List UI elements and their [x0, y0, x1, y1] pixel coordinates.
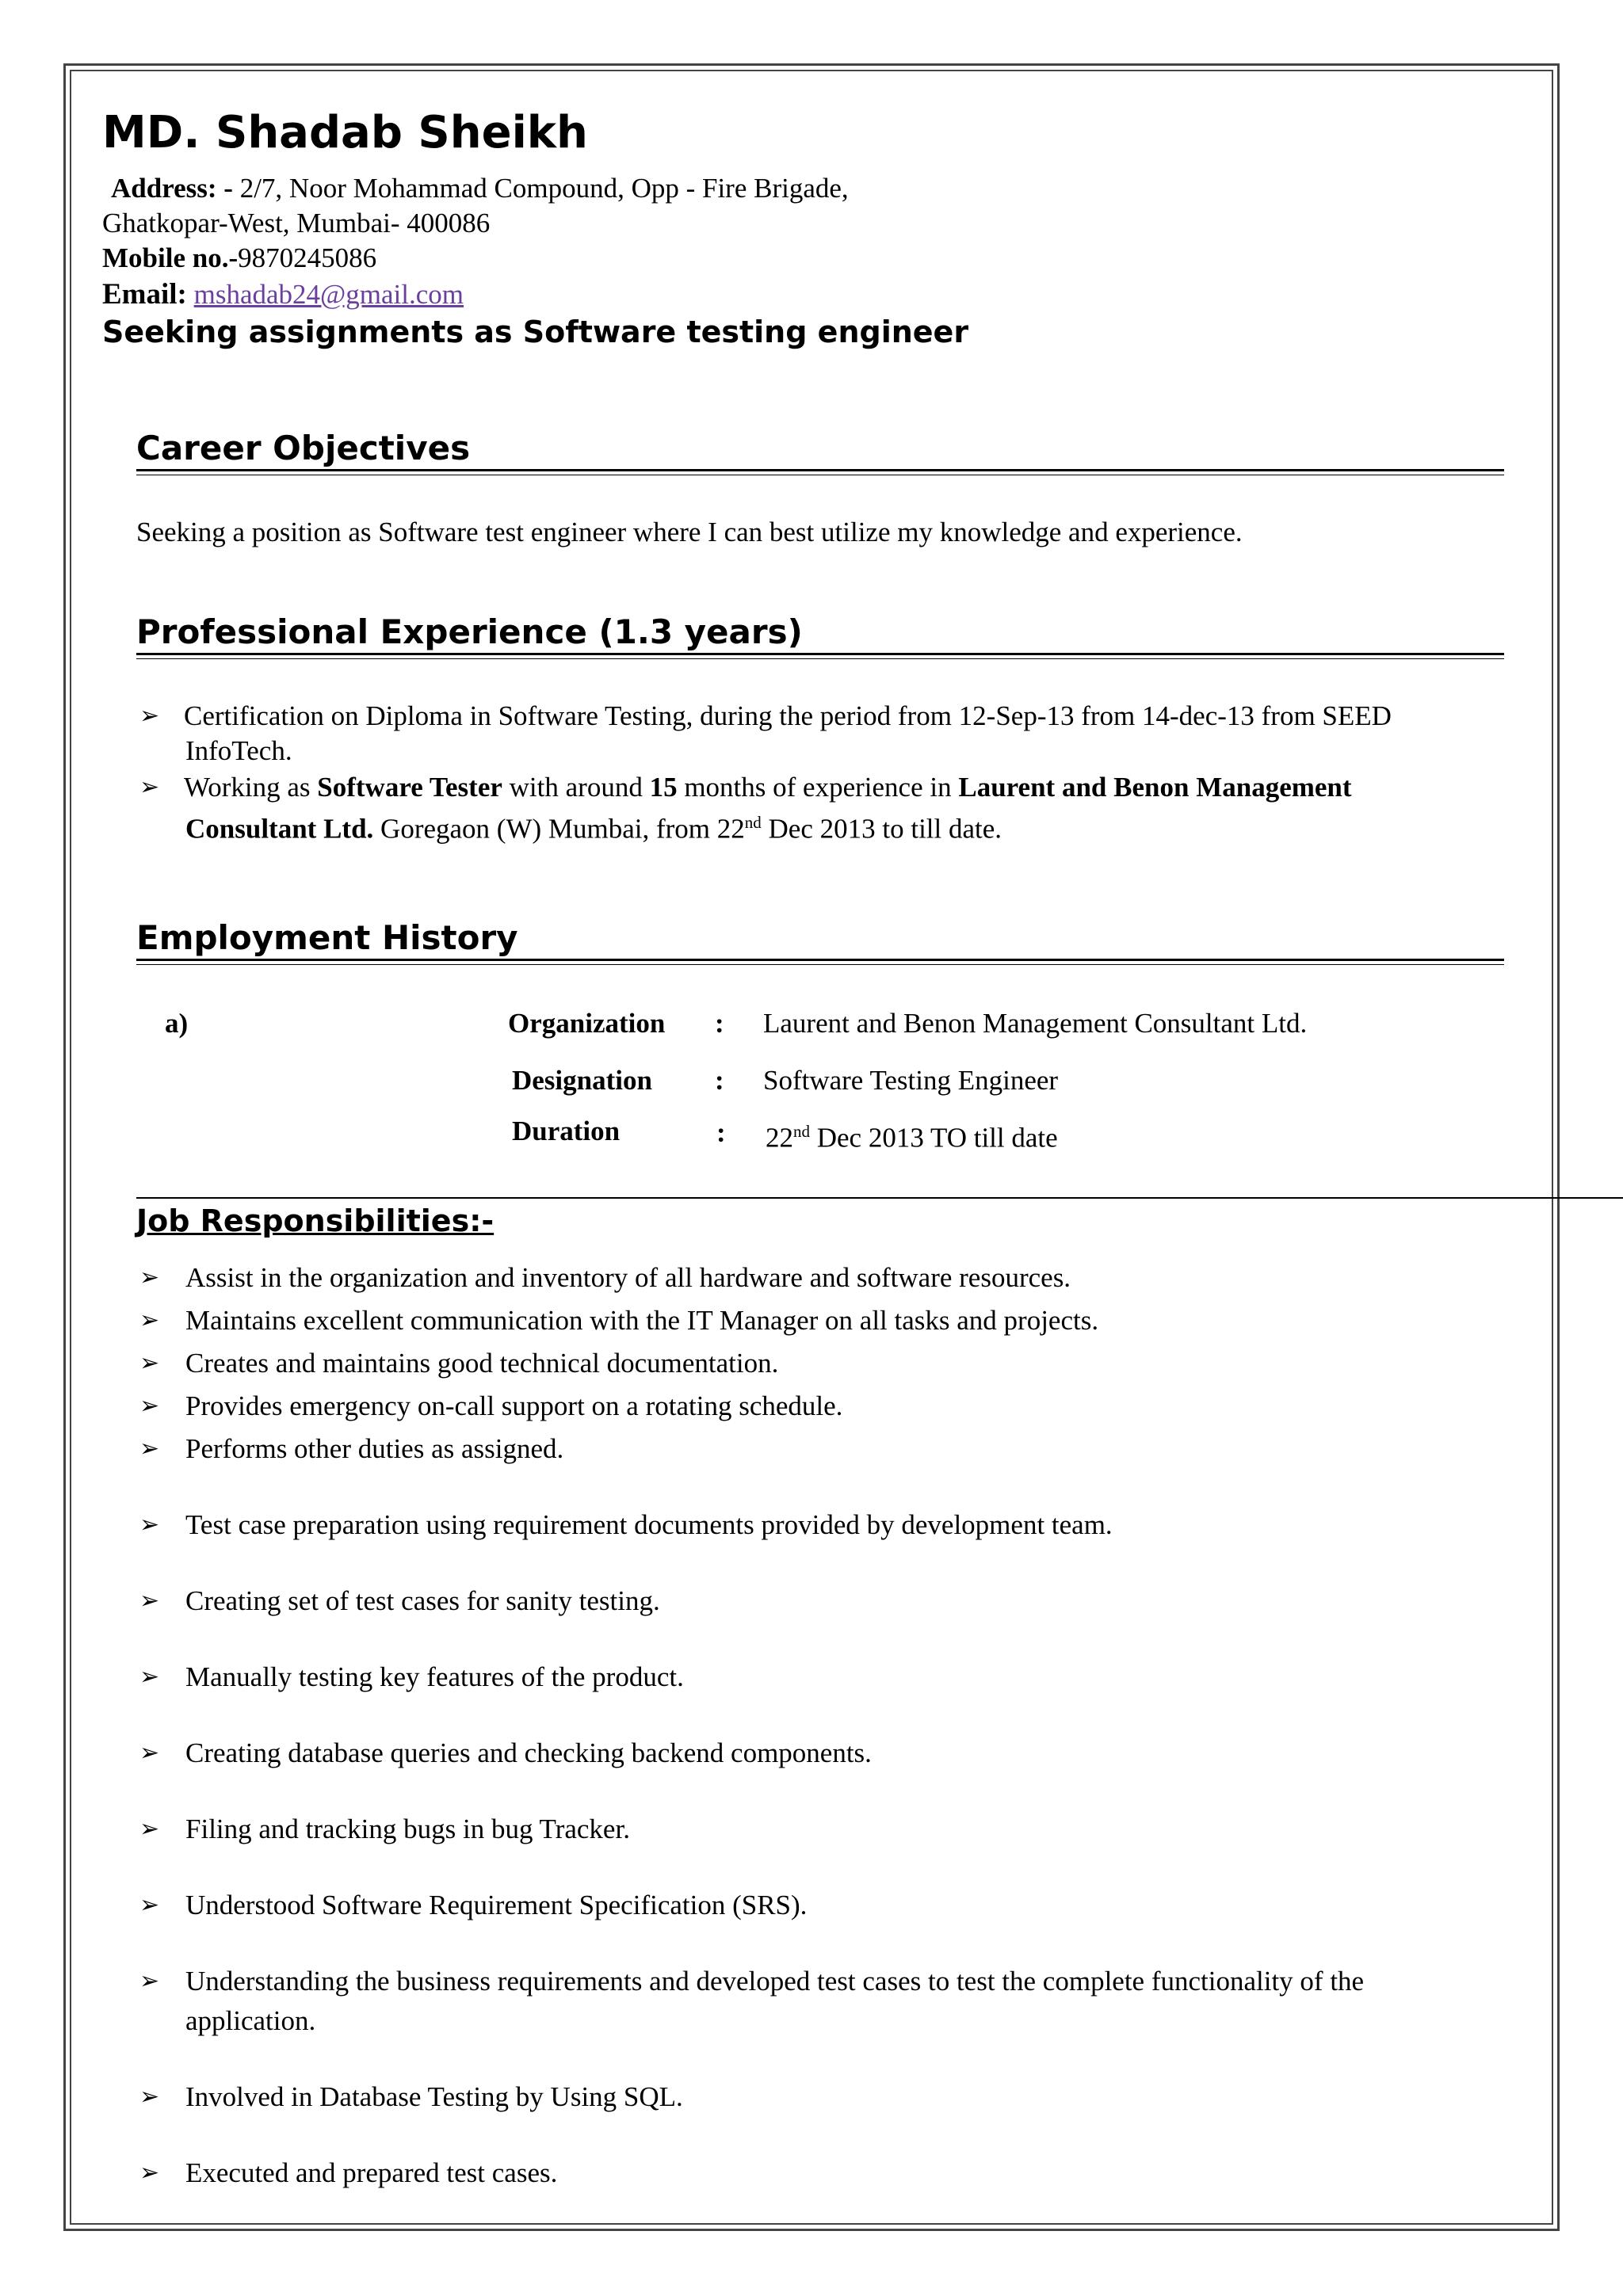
responsibility-item: Filing and tracking bugs in bug Tracker. [185, 1814, 630, 1844]
bullet-icon: ➢ [139, 1967, 160, 1995]
duration-sup: nd [793, 1122, 810, 1141]
mobile-line [102, 241, 376, 276]
duration-rest: Dec 2013 TO till date [810, 1122, 1058, 1154]
exp-text: with around [502, 772, 650, 803]
exp-sup: nd [744, 813, 762, 832]
experience-item-2-line-2 [185, 805, 1002, 847]
exp-months: 15 [649, 772, 678, 803]
duration-day: 22 [766, 1122, 793, 1154]
bullet-icon: ➢ [139, 1815, 160, 1843]
bullet-icon: ➢ [139, 1587, 160, 1615]
email-link[interactable]: mshadab24@gmail.com [193, 279, 464, 310]
responsibility-item: Creating database queries and checking backend components. [185, 1737, 872, 1768]
bullet-icon: ➢ [139, 2083, 160, 2111]
designation-label: Designation [512, 1065, 652, 1096]
experience-item-1-line-2: InfoTech. [185, 735, 292, 766]
responsibility-item: Creating set of test cases for sanity testing. [185, 1585, 660, 1616]
responsibility-item: Understanding the business requirements and developed test cases to test the complete functionality of the [185, 1966, 1365, 1997]
section-title-career: Career Objectives [136, 429, 471, 467]
exp-text: Dec 2013 to till date. [761, 813, 1002, 845]
bullet-icon: ➢ [139, 1264, 160, 1291]
responsibility-item: Executed and prepared test cases. [185, 2157, 558, 2188]
mobile-label: Mobile no.- [102, 242, 239, 273]
email-line [102, 277, 464, 312]
section-title-responsibilities: Job Responsibilities:- [136, 1203, 495, 1238]
address-value-1: 2/7, Noor Mohammad Compound, Opp - Fire Brigade, [232, 173, 849, 204]
address-line-2: Ghatkopar-West, Mumbai- 400086 [102, 208, 491, 238]
section-rule-experience [136, 653, 1504, 659]
bullet-icon: ➢ [139, 702, 160, 730]
responsibility-item: Provides emergency on-call support on a rotating schedule. [185, 1390, 843, 1421]
colon: : [716, 1117, 726, 1148]
separator-line [136, 1197, 1623, 1199]
section-title-experience: Professional Experience (1.3 years) [136, 612, 803, 651]
bullet-icon: ➢ [139, 1349, 160, 1377]
responsibility-item: Maintains excellent communication with the IT Manager on all tasks and projects. [185, 1305, 1099, 1336]
address-line-1 [111, 171, 849, 206]
bullet-icon: ➢ [139, 1435, 160, 1463]
duration-value [766, 1114, 1058, 1156]
colon: : [715, 1065, 724, 1096]
exp-text: months of experience in [677, 772, 959, 803]
bullet-icon: ➢ [139, 2159, 160, 2187]
responsibility-item: Assist in the organization and inventory of all hardware and software resources. [185, 1262, 1071, 1293]
duration-label: Duration [512, 1116, 621, 1146]
exp-role: Software Tester [317, 772, 502, 803]
exp-company: Consultant Ltd. [185, 813, 374, 845]
designation-value: Software Testing Engineer [763, 1065, 1059, 1096]
address-label: Address: - [111, 173, 233, 204]
exp-company: Laurent and Benon Management [958, 772, 1352, 803]
colon: : [715, 1008, 724, 1039]
exp-text: Goregaon (W) Mumbai, from 22 [373, 813, 745, 845]
organization-label: Organization [508, 1008, 666, 1039]
mobile-value: 9870245086 [238, 242, 377, 273]
bullet-icon: ➢ [139, 1306, 160, 1334]
candidate-name: MD. Shadab Sheikh [102, 107, 588, 158]
section-rule-employment [136, 959, 1504, 965]
bullet-icon: ➢ [139, 1739, 160, 1767]
responsibility-item: Performs other duties as assigned. [185, 1433, 564, 1464]
bullet-icon: ➢ [139, 1392, 160, 1420]
experience-item-1-line-1: Certification on Diploma in Software Testing, during the period from 12-Sep-13 from 14-dec-13 from SEED [184, 700, 1392, 731]
email-label: Email: [102, 278, 187, 311]
responsibility-item: Involved in Database Testing by Using SQL. [185, 2081, 683, 2112]
section-title-employment: Employment History [136, 918, 518, 957]
responsibility-item: Understood Software Requirement Specification (SRS). [185, 1890, 808, 1920]
responsibility-item: Creates and maintains good technical documentation. [185, 1348, 779, 1379]
bullet-icon: ➢ [139, 1511, 160, 1539]
employment-index: a) [165, 1008, 189, 1039]
responsibility-item: Manually testing key features of the product. [185, 1661, 684, 1692]
section-rule-career [136, 469, 1504, 475]
bullet-icon: ➢ [139, 1663, 160, 1691]
bullet-icon: ➢ [139, 1891, 160, 1919]
responsibility-item: Test case preparation using requirement documents provided by development team. [185, 1509, 1113, 1540]
experience-item-2-line-1 [184, 770, 1352, 805]
career-objective-text: Seeking a position as Software test engineer where I can best utilize my knowledge and experience. [136, 517, 1243, 547]
exp-text: Working as [184, 772, 318, 803]
organization-value: Laurent and Benon Management Consultant Ltd. [763, 1008, 1308, 1039]
seeking-headline: Seeking assignments as Software testing engineer [102, 315, 969, 349]
responsibility-item: application. [185, 2005, 316, 2036]
bullet-icon: ➢ [139, 773, 160, 801]
